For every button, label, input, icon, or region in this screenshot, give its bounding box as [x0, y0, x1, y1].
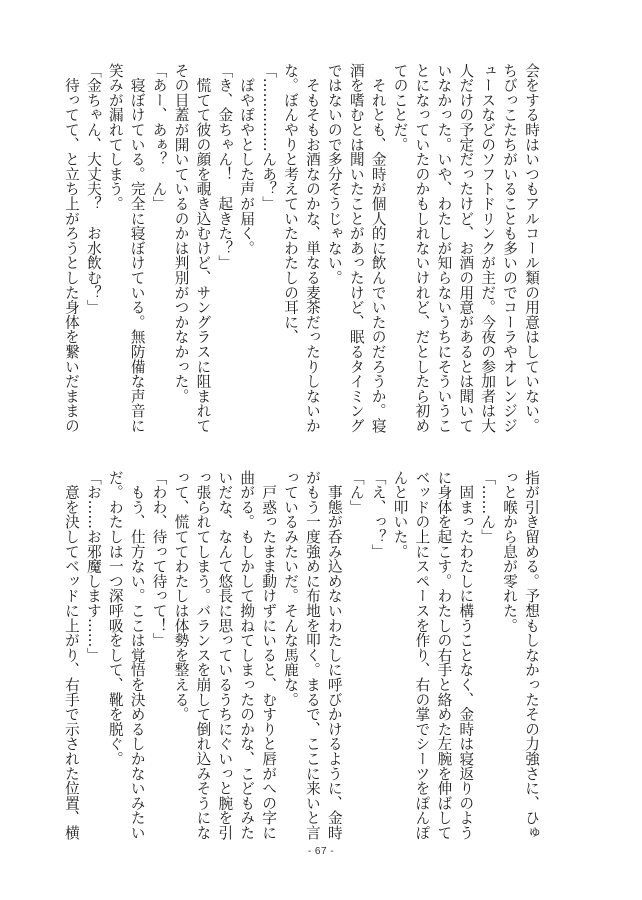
text-line: 笑みが漏れてしまう。 [106, 63, 124, 211]
text-line: その目蓋が開いているのかは判別がつかなかった。 [172, 63, 190, 404]
text-line: てのことだ。 [391, 63, 409, 152]
text-line: 酒を嗜むとは聞いたことがあったけど、眠るタイミング [347, 63, 365, 433]
text-line: 「ん」 [347, 470, 365, 515]
text-line: 「……………んあ？」 [260, 63, 278, 211]
text-line: いなかった。いや、わたしが知らないうちにそういうこ [435, 63, 453, 433]
text-line: っ張られてしまう。バランスを崩して倒れ込みそうにな [194, 470, 212, 840]
text-line: 「わわ、待って待って！」 [150, 470, 168, 648]
text-line: そもそもお酒なのかな、単なる麦茶だったりしないか [303, 63, 321, 433]
text-block-top [62, 63, 542, 433]
text-line: 会をする時はいつもアルコール類の用意はしていない。 [523, 63, 540, 433]
page-number: - 67 - [307, 846, 335, 857]
text-line: 曲がる。もしかして拗ねてしまったのかな、こどもみた [238, 470, 256, 840]
text-line: 慌てて彼の顔を覗き込むけど、サングラスに阻まれて [194, 63, 212, 433]
text-line: 「き、金ちゃん！ 起きた？」 [216, 63, 234, 271]
text-line: 戸惑ったまま動けずにいると、むすりと唇がへの字に [260, 470, 278, 840]
text-line: 「お……お邪魔します……」 [84, 470, 102, 663]
text-line: 待ってて、と立ち上がろうとした身体を繋いだままの [62, 63, 80, 433]
text-line: 寝ぼけている。完全に寝ぼけている。無防備な声音に [128, 63, 146, 433]
text-line: 「金ちゃん、大丈夫？ お水飲む？」 [84, 63, 102, 315]
text-line: ベッドの上にスペースを作り、右の掌でシーツをぽんぽ [413, 470, 431, 840]
text-line: だ。わたしは一つ深呼吸をして、靴を脱ぐ。 [106, 470, 124, 766]
text-line: いだな、なんて悠長に思っているうちにぐいっと腕を引 [216, 470, 234, 840]
text-line: 事態が呑み込めないわたしに呼びかけるように、金時 [325, 470, 343, 840]
text-line: とになっていたのかもしれないけれど、だとしたら初め [413, 63, 431, 433]
text-line: 「え、っ？」 [369, 470, 387, 559]
text-line: っと喉から息が零れた。 [501, 470, 519, 633]
text-line: がもう一度強めに布地を叩く。まるで、ここに来いと言 [303, 470, 321, 840]
text-line: に身体を起こす。わたしの右手と絡めた左腕を伸ばして [435, 470, 453, 840]
text-line: ではないので多分そうじゃない。 [325, 63, 343, 285]
text-line: ちびっこたちがいることも多いのでコーラやオレンジジ [501, 63, 519, 433]
text-line: それとも、金時が個人的に飲んでいたのだろうか。寝 [369, 63, 387, 433]
text-line: んと叩いた。 [391, 470, 409, 559]
text-line: 「あー、あぁ？ ん」 [150, 63, 168, 211]
text-line: 固まったわたしに構うことなく、金時は寝返りのよう [457, 470, 475, 840]
text-line: な。ぼんやりと考えていたわたしの耳に、 [282, 63, 300, 345]
text-line: って、慌ててわたしは体勢を整える。 [172, 470, 190, 722]
text-line: 意を決してベッドに上がり、右手で示された位置、横 [62, 470, 80, 840]
text-line: っているみたいだ。そんな馬鹿な。 [282, 470, 300, 707]
text-line: もう、仕方ない。ここは覚悟を決めるしかないみたい [128, 470, 146, 840]
text-line: 「……ん」 [479, 470, 497, 544]
text-line: ぽやぽやとした声が届く。 [238, 63, 256, 256]
text-block-bottom [62, 470, 542, 840]
text-line: ュースなどのソフトドリンクが主だ。今夜の参加者は大 [479, 63, 497, 433]
text-line: 人だけの予定だったけど、お酒の用意があるとは聞いて [457, 63, 475, 433]
text-line: 指が引き留める。予想もしなかったその力強さに、ひゅ [523, 470, 540, 840]
